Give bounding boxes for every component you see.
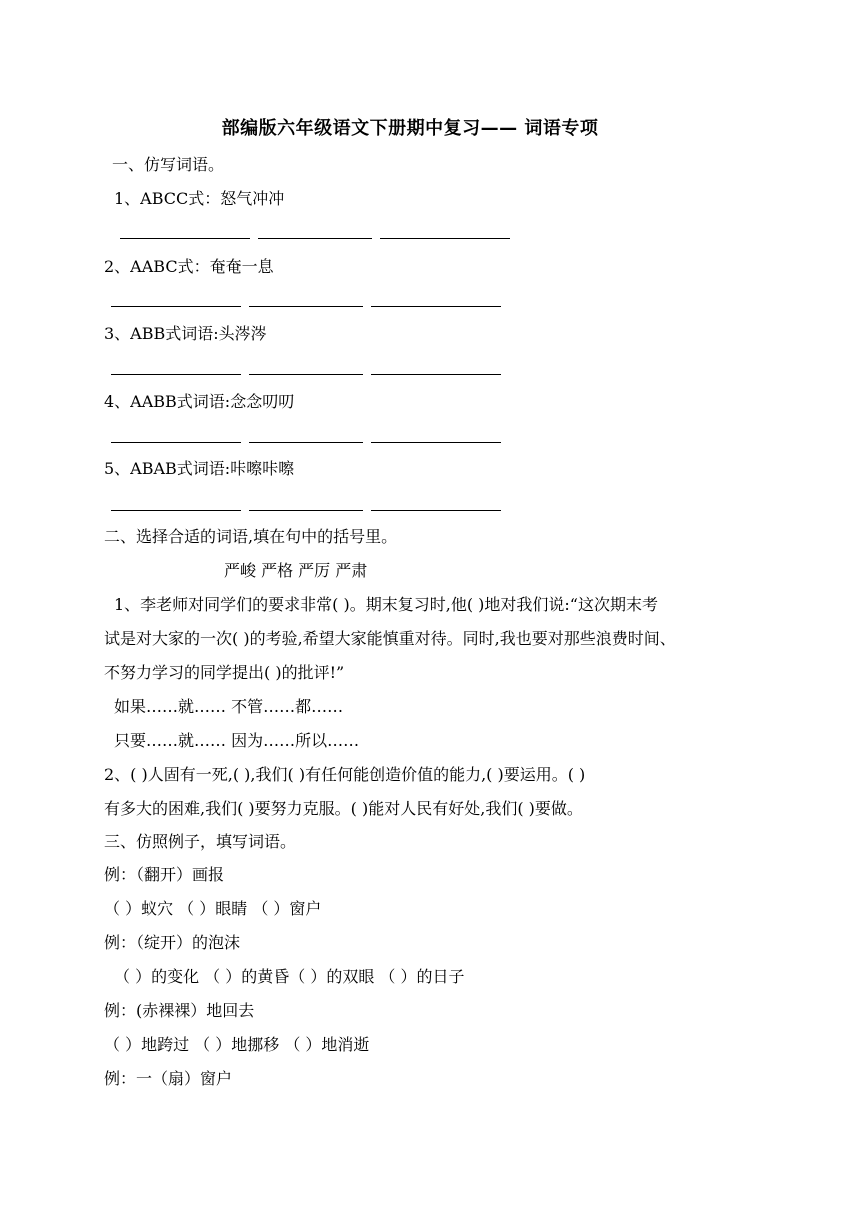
answer-blank[interactable]	[380, 238, 510, 239]
example-2: 例：（绽开）的泡沫	[104, 933, 241, 952]
word-options-1: 严峻 严格 严厉 严肃	[224, 561, 368, 580]
answer-blank[interactable]	[258, 238, 372, 239]
example-4: 例：一（扇）窗户	[104, 1069, 233, 1088]
example-3: 例：(赤裸裸）地回去	[104, 1001, 255, 1020]
question-1-line-1: 1、李老师对同学们的要求非常( )。期末复习时,他( )地对我们说:“这次期末考	[114, 595, 658, 614]
section2-heading: 二、选择合适的词语,填在句中的括号里。	[104, 527, 398, 546]
word-options-2b: 只要……就…… 因为……所以……	[114, 731, 360, 750]
answer-blank[interactable]	[249, 442, 363, 443]
example-1: 例：（翻开）画报	[104, 865, 225, 884]
answer-blank[interactable]	[371, 306, 501, 307]
section1-heading: 一、仿写词语。	[112, 155, 225, 174]
answer-blank[interactable]	[111, 442, 241, 443]
section1-item-3: 3、ABB式词语:头涔涔	[104, 324, 267, 343]
question-2-line-1: 2、( )人固有一死,( ),我们( )有任何能创造价值的能力,( )要运用。( )	[104, 765, 586, 784]
answer-blank[interactable]	[120, 238, 250, 239]
section1-item-1: 1、ABCC式：怒气冲冲	[114, 189, 285, 208]
page-title: 部编版六年级语文下册期中复习—— 词语专项	[221, 118, 599, 139]
answer-blank[interactable]	[371, 374, 501, 375]
question-1-line-3: 不努力学习的同学提出( )的批评!”	[104, 663, 345, 682]
answer-blank[interactable]	[371, 442, 501, 443]
section1-item-4: 4、AABB式词语:念念叨叨	[104, 392, 295, 411]
answer-blank[interactable]	[249, 510, 363, 511]
example-3-blanks: （ ）地跨过 （ ）地挪移 （ ）地消逝	[104, 1035, 370, 1054]
section1-item-2: 2、AABC式：奄奄一息	[104, 257, 274, 276]
word-options-2a: 如果……就…… 不管……都……	[114, 697, 344, 716]
section3-heading: 三、仿照例子，填写词语。	[104, 832, 297, 851]
question-1-line-2: 试是对大家的一次( )的考验,希望大家能慎重对待。同时,我也要对那些浪费时间、	[104, 629, 676, 648]
answer-blank[interactable]	[111, 374, 241, 375]
answer-blank[interactable]	[111, 510, 241, 511]
example-1-blanks: （ ）蚁穴 （ ）眼睛 （ ）窗户	[104, 899, 322, 918]
answer-blank[interactable]	[371, 510, 501, 511]
example-2-blanks: （ ）的变化 （ ）的黄昏（ ）的双眼 （ ）的日子	[114, 967, 465, 986]
question-2-line-2: 有多大的困难,我们( )要努力克服。( )能对人民有好处,我们( )要做。	[104, 799, 583, 818]
answer-blank[interactable]	[249, 306, 363, 307]
answer-blank[interactable]	[111, 306, 241, 307]
answer-blank[interactable]	[249, 374, 363, 375]
section1-item-5: 5、ABAB式词语:咔嚓咔嚓	[104, 459, 295, 478]
